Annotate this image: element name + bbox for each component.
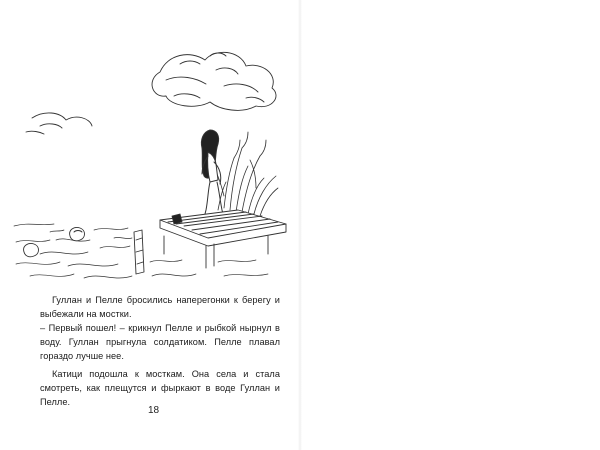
- right-page: [300, 0, 600, 450]
- left-page-text: [40, 293, 280, 409]
- paragraph: Катици подошла к мосткам. Она села и стала смотреть, как плещутся и фыркают в воде Гуллан и Пелле.: [40, 369, 280, 407]
- illustration-girl-on-pier: [10, 40, 290, 288]
- pier-post: [134, 230, 144, 274]
- paragraph: Гуллан и Пелле бросились наперегонки к берегу и выбежали на мостки.: [40, 295, 280, 319]
- paragraph: – Первый пошел! – крикнул Пелле и рыбкой нырнул в воду. Гуллан прыгнула солдатиком. Пелле плавал гораздо лучше нее.: [40, 323, 280, 361]
- pier-sketch: [160, 210, 286, 268]
- clouds-sketch: [26, 52, 276, 134]
- reeds-sketch: [216, 132, 278, 216]
- page-number: 18: [148, 405, 160, 416]
